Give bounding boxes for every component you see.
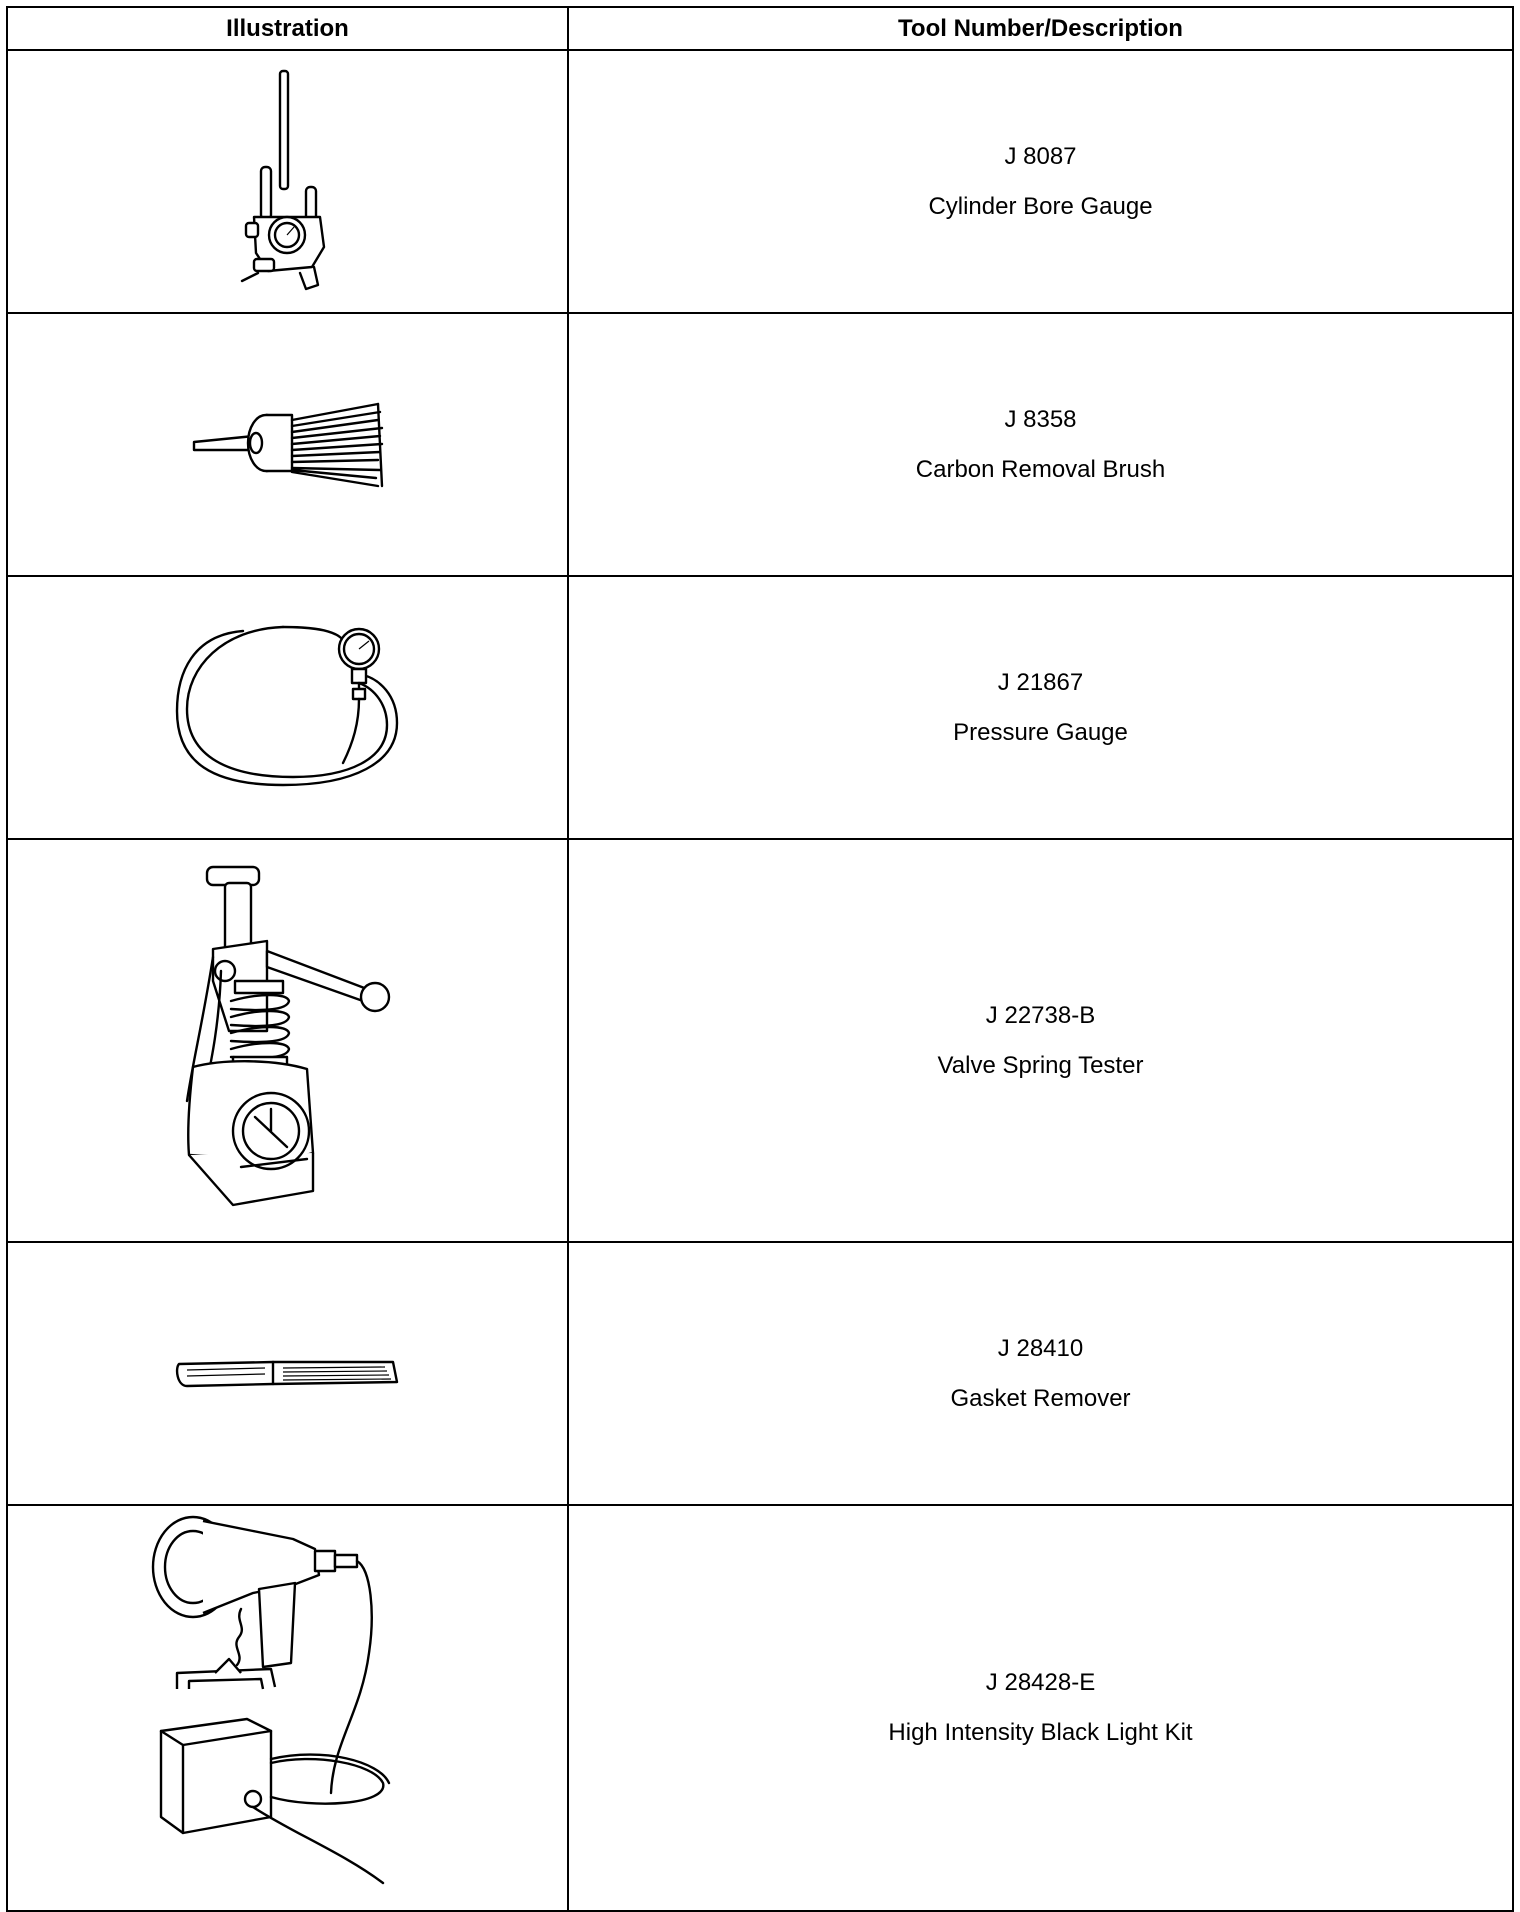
tool-description: Valve Spring Tester <box>937 1051 1144 1079</box>
illustration-cell <box>7 839 568 1242</box>
description-cell <box>568 576 1513 839</box>
illustration-cell <box>7 50 568 313</box>
table-row <box>7 313 1513 576</box>
tool-description: Pressure Gauge <box>953 718 1128 746</box>
tool-number: J 8087 <box>1004 142 1077 170</box>
description-cell <box>568 839 1513 1242</box>
header-row <box>7 7 1513 50</box>
illustration-column-header: Illustration <box>7 7 568 50</box>
description-cell <box>568 50 1513 313</box>
tool-number: J 21867 <box>997 668 1084 696</box>
tool-description: Carbon Removal Brush <box>915 455 1166 483</box>
table-row <box>7 576 1513 839</box>
illustration-cell <box>7 1242 568 1505</box>
valve-spring-tester-icon <box>163 861 413 1221</box>
illustration-cell <box>7 313 568 576</box>
tool-description: High Intensity Black Light Kit <box>888 1719 1193 1746</box>
tool-description: Cylinder Bore Gauge <box>928 192 1153 220</box>
tool-number: J 8358 <box>1004 405 1077 433</box>
cylinder-bore-gauge-icon <box>228 67 348 297</box>
illustration-cell <box>7 576 568 839</box>
pressure-gauge-icon <box>173 623 403 793</box>
table-row <box>7 50 1513 313</box>
tool-number: J 22738-B <box>985 1001 1096 1029</box>
tool-number: J 28428-E <box>985 1669 1096 1696</box>
table-row <box>7 839 1513 1242</box>
special-tools-table <box>6 6 1514 1912</box>
description-cell <box>568 1505 1513 1911</box>
description-column-header: Tool Number/Description <box>568 7 1513 50</box>
black-light-kit-icon <box>143 1513 433 1903</box>
gasket-remover-icon <box>173 1354 403 1394</box>
table-row <box>7 1505 1513 1911</box>
table-row <box>7 1242 1513 1505</box>
illustration-cell <box>7 1505 568 1911</box>
description-cell <box>568 313 1513 576</box>
tool-description: Gasket Remover <box>950 1384 1131 1412</box>
carbon-removal-brush-icon <box>188 400 388 490</box>
tool-number: J 28410 <box>997 1334 1084 1362</box>
description-cell <box>568 1242 1513 1505</box>
